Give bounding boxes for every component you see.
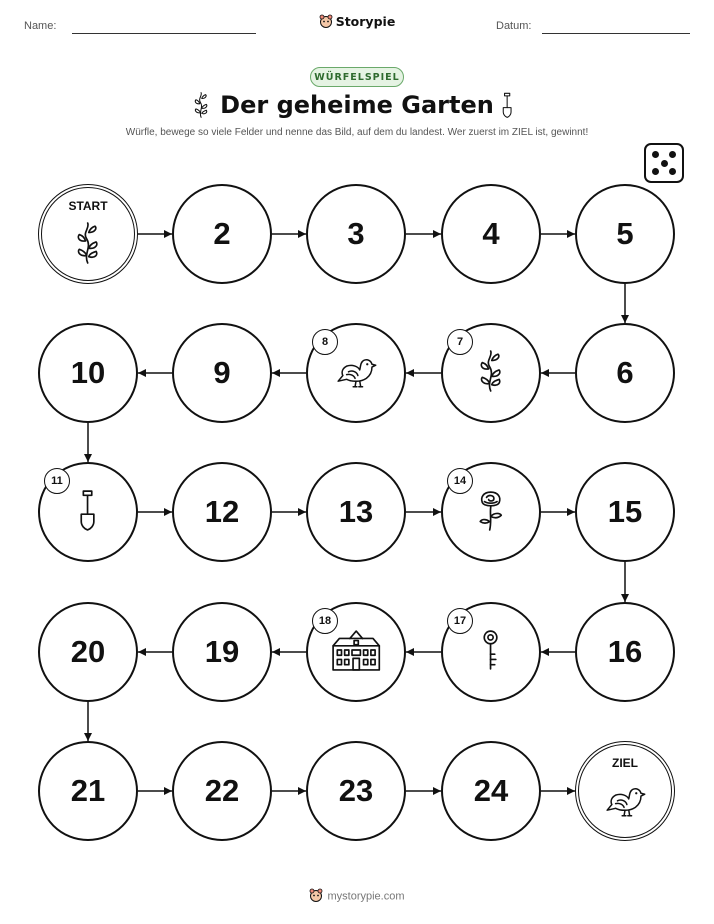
path-arrow-head bbox=[272, 648, 280, 656]
mansion-icon bbox=[331, 629, 381, 675]
cell-number: 12 bbox=[204, 494, 240, 529]
storypie-logo-icon bbox=[309, 888, 323, 905]
cell-4[interactable] bbox=[441, 184, 541, 284]
path-arrow-head bbox=[406, 369, 414, 377]
path-arrow-head bbox=[567, 230, 575, 238]
path-arrow-head bbox=[84, 733, 92, 741]
cell-number: 2 bbox=[213, 216, 231, 251]
path-arrow-head bbox=[541, 369, 549, 377]
cell-15[interactable] bbox=[575, 462, 675, 562]
cell-10[interactable] bbox=[38, 323, 138, 423]
brand-name: Storypie bbox=[335, 14, 396, 29]
bird-icon bbox=[335, 353, 377, 393]
cell-number-badge: 7 bbox=[447, 329, 473, 355]
cell-18[interactable] bbox=[306, 602, 406, 702]
cell-11[interactable] bbox=[38, 462, 138, 562]
cell-number: 21 bbox=[70, 773, 106, 808]
path-arrow-head bbox=[298, 787, 306, 795]
shovel-icon bbox=[76, 489, 99, 535]
cell-14[interactable] bbox=[441, 462, 541, 562]
cell-number: 19 bbox=[204, 634, 240, 669]
cell-number: 3 bbox=[347, 216, 365, 251]
cell-start[interactable] bbox=[38, 184, 138, 284]
page-title: Der geheime Garten bbox=[220, 91, 494, 119]
path-arrow-head bbox=[84, 454, 92, 462]
cell-21[interactable] bbox=[38, 741, 138, 841]
path-arrow-head bbox=[567, 787, 575, 795]
cell-22[interactable] bbox=[172, 741, 272, 841]
name-label: Name: bbox=[24, 20, 57, 32]
cell-number: 13 bbox=[338, 494, 374, 529]
cell-label: ZIEL bbox=[612, 756, 638, 770]
key-icon bbox=[479, 629, 502, 675]
cell-number: 20 bbox=[70, 634, 106, 669]
cell-number: 24 bbox=[473, 773, 509, 808]
rose-icon bbox=[475, 489, 507, 535]
cell-number-badge: 11 bbox=[44, 468, 70, 494]
cell-label: START bbox=[68, 199, 108, 213]
cell-number-badge: 8 bbox=[312, 329, 338, 355]
cell-number: 9 bbox=[213, 355, 231, 390]
path-arrow-head bbox=[298, 230, 306, 238]
date-label: Datum: bbox=[496, 20, 532, 32]
vine-icon bbox=[476, 350, 505, 396]
cell-number-badge: 18 bbox=[312, 608, 338, 634]
cell-number: 10 bbox=[70, 355, 106, 390]
cell-19[interactable] bbox=[172, 602, 272, 702]
cell-20[interactable] bbox=[38, 602, 138, 702]
cell-6[interactable] bbox=[575, 323, 675, 423]
instructions: Würfle, bewege so viele Felder und nenne das Bild, auf dem du landest. Wer zuerst im ZIEL ist, gewinnt! bbox=[125, 127, 589, 138]
path-arrow-head bbox=[621, 594, 629, 602]
path-arrow-head bbox=[406, 648, 414, 656]
cell-12[interactable] bbox=[172, 462, 272, 562]
bird-icon bbox=[604, 782, 646, 822]
cell-9[interactable] bbox=[172, 323, 272, 423]
cell-24[interactable] bbox=[441, 741, 541, 841]
cell-5[interactable] bbox=[575, 184, 675, 284]
path-arrow-head bbox=[621, 315, 629, 323]
path-arrow-head bbox=[433, 787, 441, 795]
vine-icon bbox=[73, 222, 102, 268]
cell-13[interactable] bbox=[306, 462, 406, 562]
path-arrow-head bbox=[567, 508, 575, 516]
cell-16[interactable] bbox=[575, 602, 675, 702]
cell-number: 23 bbox=[338, 773, 374, 808]
cell-number: 16 bbox=[607, 634, 643, 669]
cell-number-badge: 14 bbox=[447, 468, 473, 494]
path-arrow-head bbox=[272, 369, 280, 377]
cell-number: 6 bbox=[616, 355, 634, 390]
path-arrow-head bbox=[164, 787, 172, 795]
cell-number: 5 bbox=[616, 216, 634, 251]
path-arrow-head bbox=[164, 230, 172, 238]
path-arrow-head bbox=[433, 230, 441, 238]
cell-17[interactable] bbox=[441, 602, 541, 702]
path-arrow-head bbox=[433, 508, 441, 516]
cell-23[interactable] bbox=[306, 741, 406, 841]
cell-3[interactable] bbox=[306, 184, 406, 284]
cell-number: 15 bbox=[607, 494, 643, 529]
footer-url[interactable]: mystorypie.com bbox=[327, 890, 405, 903]
path-arrow-head bbox=[541, 648, 549, 656]
cell-number: 22 bbox=[204, 773, 240, 808]
cell-2[interactable] bbox=[172, 184, 272, 284]
cell-ziel[interactable] bbox=[575, 741, 675, 841]
path-arrow-head bbox=[138, 369, 146, 377]
path-arrow-head bbox=[164, 508, 172, 516]
footer bbox=[0, 888, 714, 905]
path-arrow-head bbox=[298, 508, 306, 516]
cell-number: 4 bbox=[482, 216, 500, 251]
path-arrow-head bbox=[138, 648, 146, 656]
game-type-badge: WÜRFELSPIEL bbox=[310, 67, 404, 87]
cell-number-badge: 17 bbox=[447, 608, 473, 634]
cell-8[interactable] bbox=[306, 323, 406, 423]
cell-7[interactable] bbox=[441, 323, 541, 423]
